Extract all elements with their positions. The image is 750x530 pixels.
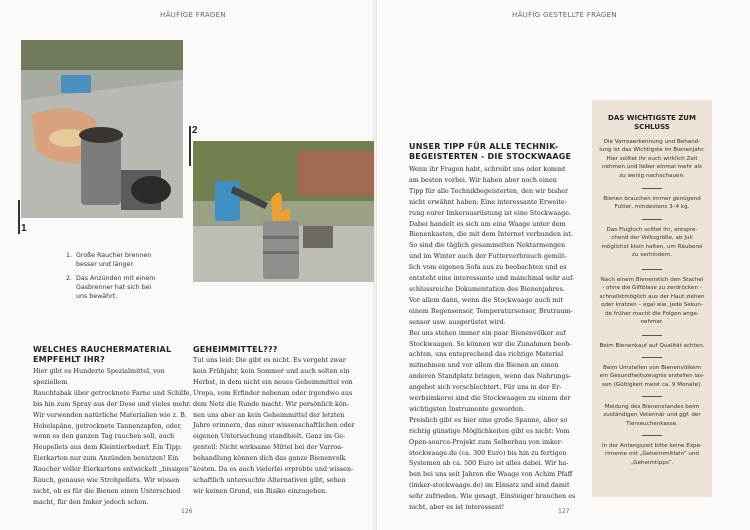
- running-head-right: HÄUFIG GESTELLTE FRAGEN: [512, 11, 617, 19]
- text-line: bis hin zum Spray aus der Dose und vieles mehr.: [33, 399, 191, 408]
- text-line: sensor usw. ausgerüstet wird.: [409, 317, 506, 326]
- text-line: und im Winter auch der Futterverbrauch gemüt-: [409, 252, 567, 261]
- heading-line: BEGEISTERTEN - DIE STOCKWAAGE: [409, 152, 572, 161]
- section-heading-geheimmittel: GEHEIMMITTEL???: [193, 345, 278, 354]
- text-line: genteil: Nicht wirksame Mittel bei der Varroa-: [193, 443, 344, 452]
- body-stockwaage: [409, 164, 581, 513]
- text-line: rung eurer Imkerausrüstung ist eine Stockwaage.: [409, 208, 572, 217]
- text-line: Dabei handelt es sich um eine Waage unter dem: [409, 219, 566, 228]
- figure-1-rule: [18, 200, 20, 234]
- title-line: SCHLUSS: [634, 123, 670, 132]
- separator: [642, 357, 662, 358]
- summary-item-umstellen: [598, 364, 706, 389]
- text-line: kosten. Da es auch vielerlei erprobte und wissen-: [193, 465, 354, 474]
- text-line: (imker-stockwaage.de) im Einsatz und sind damit: [409, 481, 570, 490]
- text-line: entsteht eine interessante und manchmal sehr auf-: [409, 274, 575, 283]
- text-line: Hobelspäne, getrocknete Tannenzapfen, oder,: [33, 421, 182, 430]
- item-line: nehmen und lieber einmal mehr als: [602, 164, 702, 171]
- text-line: Tut uns leid: Die gibt es nicht. Es vergeht zwar: [193, 356, 346, 364]
- item-line: Beim Bienenkauf auf Qualität achten.: [599, 343, 705, 349]
- item-line: Tierseuchenkasse.: [626, 420, 678, 427]
- item-line: schnellstmöglich aus der Haut ziehen: [599, 293, 705, 300]
- text-line: wenn es den ganzen Tag rauchen soll, auch: [33, 432, 175, 441]
- summary-item-meldung: [598, 403, 706, 428]
- text-line: Preislich gibt es hier eine große Spanne, aber so: [409, 415, 568, 424]
- text-line: wichtigsten Instrumente geworden.: [409, 404, 525, 413]
- text-line: Tipp für alle Technikbegeisterten, den wir bisher: [409, 186, 569, 195]
- text-line: Bienenkasten, die mit dem Internet verbunden ist.: [409, 230, 573, 239]
- text-line: Herbst, in dem nicht ein neues Geheimmittel von: [193, 377, 353, 386]
- page-number-right: 127: [558, 508, 570, 515]
- text-line: lich vom eigenen Sofa aus zu beobachten und es: [409, 263, 567, 272]
- text-line: Systemen ab ca. 500 Euro ist alles dabei. Wir ha-: [409, 459, 569, 468]
- text-line: So sind die täglich gesammelten Nektarmengen: [409, 241, 566, 250]
- item-line: zuständigen Veterinär und ggf. der: [603, 412, 701, 419]
- item-line: möglichst klein halten, um Räuberei: [601, 243, 703, 250]
- summary-box-title: [592, 114, 712, 133]
- text-line: einem Regensensor, Temperatursensor, Brutraum-: [409, 306, 573, 315]
- title-line: DAS WICHTIGSTE ZUM: [608, 114, 696, 122]
- item-line: nehmer.: [640, 318, 664, 325]
- item-line: Nach einem Bienenstich den Stachel: [600, 277, 704, 283]
- text-line: behandlung können dich das ganze Bienenvolk: [193, 454, 346, 463]
- item-line: Bienen brauchen immer genügend: [603, 196, 701, 202]
- running-head-left: HÄUFIGE FRAGEN: [160, 11, 226, 19]
- text-line: wir keinen Grund, ein Risiko einzugehen.: [193, 486, 328, 495]
- text-line: macht, für den Imker jedoch schon.: [33, 497, 149, 506]
- item-line: In der Anfangszeit bitte keine Expe-: [601, 443, 703, 449]
- item-line: Meldung des Bienenstandes beim: [604, 404, 700, 410]
- item-line: Hier solltet ihr euch wirklich Zeit: [606, 155, 698, 162]
- text-line: ben bei uns seit Jahren die Waage von Achim Pfaff: [409, 470, 573, 479]
- text-line: Vor allem dann, wenn die Stockwaage auch mit: [409, 295, 563, 304]
- figure-2-number: 2: [192, 125, 198, 136]
- text-line: schaftlich untersuchte Alternativen gibt, sehen: [193, 475, 346, 484]
- text-line: Bei uns stehen immer ein paar Bienenvölker auf: [409, 328, 566, 337]
- text-line: Hier gibt es Hunderte Spezialmittel, von speziellem: [33, 367, 165, 386]
- text-line: mitnehmen und vor allem die Bienen an einen: [409, 361, 559, 370]
- separator: [642, 269, 662, 270]
- heading-line: UNSER TIPP FÜR ALLE TECHNIK-: [409, 142, 559, 151]
- item-line: - ohne die Giftblase zu zerdrücken -: [602, 285, 702, 292]
- text-line: nicht, ob es für die Bienen einen Unterschied: [33, 486, 181, 495]
- summary-item-varroa: [598, 138, 706, 180]
- separator: [642, 219, 662, 220]
- item-line: ein Gesundheitszeugnis erstellen las-: [599, 373, 705, 380]
- photo-gas-burner: [193, 141, 374, 282]
- figure-1-number: 1: [21, 223, 27, 234]
- text-line: Rauch, genauso wie Strohpellets. Wir wissen: [33, 476, 180, 485]
- item-line: rimente mit „Geheimmitteln“ und: [605, 451, 699, 458]
- summary-item-geheimmittel: [598, 442, 706, 467]
- body-rauchermaterial: [33, 366, 193, 508]
- text-line: Uropa, vom Erfinder nebenan oder irgendwo aus: [193, 388, 353, 397]
- figure-2-rule: [189, 126, 191, 166]
- caption-2-text: Das Anzünden mit einem Gasbrenner hat sich bei uns bewährt.: [76, 275, 156, 301]
- text-line: sehr zufrieden. Wie gesagt, Einsteiger brauchen es: [409, 492, 576, 501]
- body-geheimmittel: [193, 355, 358, 497]
- item-line: Beim Umstellen von Bienenvölkern: [603, 365, 701, 371]
- text-line: nen uns aber an kein Geheimmittel der letzten: [193, 410, 345, 419]
- text-line: nicht, aber es ist interessant!: [409, 503, 505, 512]
- summary-item-bienenstich: [598, 276, 706, 326]
- text-line: stockwaage.de (ca. 300 Euro) bis hin zu fertigen: [409, 448, 567, 457]
- text-line: Wir verwenden natürliche Materialien wie z. B.: [33, 410, 187, 419]
- text-line: am besten vorbei. Wir haben aber noch einen: [409, 175, 557, 184]
- separator: [642, 335, 662, 336]
- text-line: schlussreiche Dokumentation des Bienenjahres.: [409, 284, 565, 293]
- section-heading-stockwaage: [409, 142, 579, 162]
- item-line: Futter, mindestens 3–4 kg.: [614, 204, 690, 211]
- item-line: chend der Volksgröße, ab Juli: [611, 235, 693, 242]
- text-line: Open-source-Projekt zum Selberbau von imker-: [409, 437, 563, 446]
- text-line: Raucher voller Eierkartons entwickelt „bissigen“: [33, 465, 193, 474]
- text-line: richtig günstige Möglichkeiten gibt es nicht: Vom: [409, 426, 570, 435]
- separator: [642, 435, 662, 436]
- item-line: oder kratzen – egal wie. Jede Sekun-: [601, 302, 703, 309]
- photo-smoker-filling: [21, 40, 183, 218]
- summary-item-futter: [598, 195, 706, 212]
- text-line: werbsimkerei sind die Stockwaagen zu einem der: [409, 394, 571, 403]
- text-line: anderen Standplatz bringen, wenn das Nahrungs-: [409, 372, 572, 381]
- item-line: „Geheimtipps“.: [630, 459, 674, 466]
- page-number-left: 126: [181, 508, 193, 515]
- text-line: dem Netz die Runde macht. Wir persönlich kön-: [193, 399, 349, 408]
- text-line: Jahre erinnern, das einer wissenschaftlichen oder: [193, 421, 355, 430]
- text-line: achten, uns entsprechend das richtige Material: [409, 350, 564, 359]
- text-line: Rauchtabak über getrocknete Farne und Schilfe,: [33, 388, 192, 397]
- item-line: zu wenig nachschauen.: [619, 172, 685, 179]
- caption-1-text: Große Raucher brennen besser und länger.: [76, 252, 152, 269]
- text-line: nicht erwähnt haben: Eine interessante Erweite-: [409, 197, 567, 206]
- separator: [642, 396, 662, 397]
- text-line: Wenn ihr Fragen habt, schreibt uns oder kommt: [409, 165, 566, 173]
- item-line: sen (Gültigkeit meist ca. 9 Monate).: [601, 381, 703, 388]
- item-line: de früher macht die Folgen ange-: [605, 310, 699, 317]
- summary-item-flugloch: [598, 226, 706, 260]
- summary-item-bienenkauf: [598, 342, 706, 350]
- text-line: Eierkarton nur zum Anzünden benutzen! Ein: [33, 454, 179, 463]
- caption-2-number: 2.: [66, 275, 73, 282]
- summary-box: [592, 100, 712, 497]
- item-line: zu verhindern.: [631, 252, 673, 259]
- caption-1-number: 1.: [66, 252, 73, 259]
- text-line: angebot sich verschlechtert. Für uns in der Er-: [409, 383, 562, 392]
- separator: [642, 188, 662, 189]
- text-line: eigenen Untersuchung standhielt. Ganz im Ge-: [193, 432, 346, 441]
- item-line: Die Varroaerkennung und Behand-: [603, 139, 701, 145]
- caption-2: [66, 274, 158, 301]
- text-line: Stockwaagen. So können wir die Zunahmen beob-: [409, 339, 572, 348]
- caption-1: [66, 251, 158, 269]
- text-line: kein Frühjahr, kein Sommer und auch selten ein: [193, 366, 350, 375]
- text-line: Heupellets aus dem Kleintierbedarf. Ein Tipp:: [33, 443, 183, 452]
- item-line: lung ist das Wichtigste im Bienenjahr.: [599, 147, 705, 154]
- section-heading-rauchermaterial: WELCHES RAUCHERMATERIAL EMPFEHLT IHR?: [33, 345, 172, 364]
- item-line: Das Flugloch solltet ihr, entspre-: [606, 227, 698, 233]
